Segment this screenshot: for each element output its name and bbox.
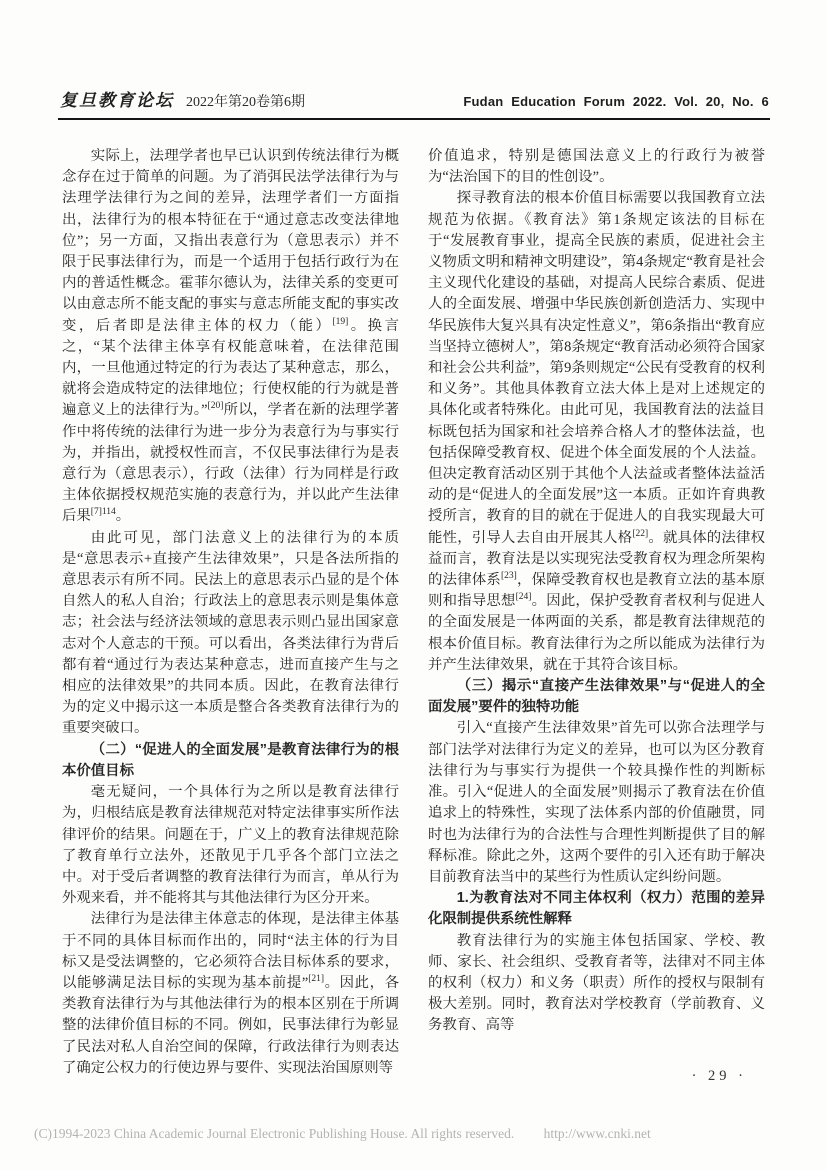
header-left bbox=[60, 86, 305, 111]
header-divider-rule bbox=[58, 118, 770, 120]
paragraph-continuation: 价值追求，特别是德国法意义上的行政行为被誉为“法治国下的目的性创设”。 bbox=[428, 148, 765, 186]
paragraph: 法律行为是法律主体意志的体现，是法律主体基于不同的具体目标而作出的，同时“法主体的行为目标又是受法调整的，它必须符合法目标体系的要求，以能够满足法目标的实现为基本前提”[21]。因此，各类教育法律行为与其他法律行为的根本区别在于所调整的法律价值目标的不同。例如，民事法律行为彰显了民法对私人自治空间的保障，行政法律行为则表达了确定公权力的行使边界与要件、实现法治国原则等 bbox=[62, 911, 399, 1076]
right-column bbox=[428, 146, 765, 1076]
copyright-notice: (C)1994-2023 China Academic Journal Electronic Publishing House. All rights reserved. bbox=[34, 1126, 515, 1141]
left-column bbox=[62, 146, 399, 1076]
section-heading-3: （三）揭示“直接产生法律效果”与“促进人的全面发展”要件的独特功能 bbox=[428, 678, 765, 716]
article-body bbox=[62, 146, 765, 1076]
page-footer bbox=[34, 1126, 807, 1142]
header-right bbox=[463, 93, 769, 111]
journal-title-chinese: 复旦教育论坛 bbox=[60, 91, 174, 110]
paragraph: 引入“直接产生法律效果”首先可以弥合法理学与部门法学对法律行为定义的差异，也可以为区分教育法律行为与事实行为提供一个较具操作性的判断标准。引入“促进人的全面发展”则揭示了教育法在价值追求上的特殊性，实现了法体系内部的价值融贯，同时也为法律行为的合法性与合理性判断提供了目的解释标准。除此之外，这两个要件的引入还有助于解决目前教育法当中的某些行为性质认定纠纷问题。 bbox=[428, 720, 765, 885]
subsection-heading-1: 1.为教育法对不同主体权利（权力）范围的差异化限制提供系统性解释 bbox=[428, 890, 765, 928]
paragraph: 探寻教育法的根本价值目标需要以我国教育立法规范为依据。《教育法》第1条规定该法的目标在于“发展教育事业，提高全民族的素质，促进社会主义物质文明和精神文明建设”，第4条规定“教育是社会主义现代化建设的基础，对提高人民综合素质、促进人的全面发展、增强中华民族创新创造活力、实现中华民族伟大复兴具有决定性意义”，第6条指出“教育应当坚持立德树人”，第8条规定“教育活动必须符合国家和社会公共利益”，第9条则规定“公民有受教育的权利和义务”。其他具体教育立法大体上是对上述规定的具体化或者特殊化。由此可见，我国教育法的法益目标既包括为国家和社会培养合格人才的整体法益，也包括保障受教育权、促进个体全面发展的个人法益。但决定教育活动区别于其他个人法益或者整体法益活动的是“促进人的全面发展”这一本质。正如许育典教授所言，教育的目的就在于促进人的自我实现最大可能性，引导人去自由开展其人格[22]。就具体的法律权益而言，教育法是以实现宪法受教育权为理念所架构的法律体系[23]，保障受教育权也是教育立法的基本原则和指导思想[24]。因此，保护受教育者权利与促进人的全面发展是一体两面的关系，都是教育法律规范的根本价值目标。教育法律行为之所以能成为法律行为并产生法律效果，就在于其符合该目标。 bbox=[428, 190, 765, 673]
paragraph: 由此可见，部门法意义上的法律行为的本质是“意思表示+直接产生法律效果”，只是各法所指的意思表示有所不同。民法上的意思表示凸显的是个体自然人的私人自治；行政法上的意思表示则是集体意志；社会法与经济法领域的意思表示则凸显出国家意志对个人意志的干预。可以看出，各类法律行为背后都有着“通过行为表达某种意志，进而直接产生与之相应的法律效果”的共同本质。因此，在教育法律行为的定义中揭示这一本质是整合各类教育法律行为的重要突破口。 bbox=[62, 529, 399, 737]
section-heading-2: （二）“促进人的全面发展”是教育法律行为的根本价值目标 bbox=[62, 741, 399, 779]
journal-title-english: Fudan Education Forum 2022. Vol. 20, No. 6 bbox=[463, 94, 769, 109]
paragraph: 教育法律行为的实施主体包括国家、学校、教师、家长、社会组织、受教育者等，法律对不同主体的权利（权力）和义务（职责）所作的授权与限制有极大差别。同时，教育法对学校教育（学前教育、义务教育、高等 bbox=[428, 932, 765, 1034]
journal-issue-chinese: 2022年第20卷第6期 bbox=[186, 95, 305, 110]
paragraph: 实际上，法理学者也早已认识到传统法律行为概念存在过于简单的问题。为了消弭民法学法律行为与法理学法律行为之间的差异，法理学者们一方面指出，法律行为的根本特征在于“通过意志改变法律地位”；另一方面，又指出表意行为（意思表示）并不限于民事法律行为，而是一个适用于包括行政行为在内的普适性概念。霍菲尔德认为，法律关系的变更可以由意志所不能支配的事实与意志所能支配的事实改变，后者即是法律主体的权力（能）[19]。换言之，“某个法律主体享有权能意味着，在法律范围内，一旦他通过特定的行为表达了某种意志，那么，就将会造成特定的法律地位；行使权能的行为就是普遍意义上的法律行为。”[20]所以，学者在新的法理学著作中将传统的法律行为进一步分为表意行为与事实行为，并指出，就授权性而言，不仅民事法律行为是表意行为（意思表示），行政（法律）行为同样是行政主体依据授权规范实施的表意行为，并以此产生法律后果$^{[7]114}$。 bbox=[62, 148, 399, 525]
page-number: · 29 · bbox=[691, 1068, 747, 1084]
paragraph: 毫无疑问，一个具体行为之所以是教育法律行为，归根结底是教育法律规范对特定法律事实所作法律评价的结果。问题在于，广义上的教育法律规范除了教育单行立法外，还散见于几乎各个部门立法之中。对于受后者调整的教育法律行为而言，单从行为外观来看，并不能将其与其他法律行为区分开来。 bbox=[62, 784, 399, 907]
page-header bbox=[60, 86, 769, 111]
cnki-url: http://www.cnki.net bbox=[543, 1126, 651, 1141]
